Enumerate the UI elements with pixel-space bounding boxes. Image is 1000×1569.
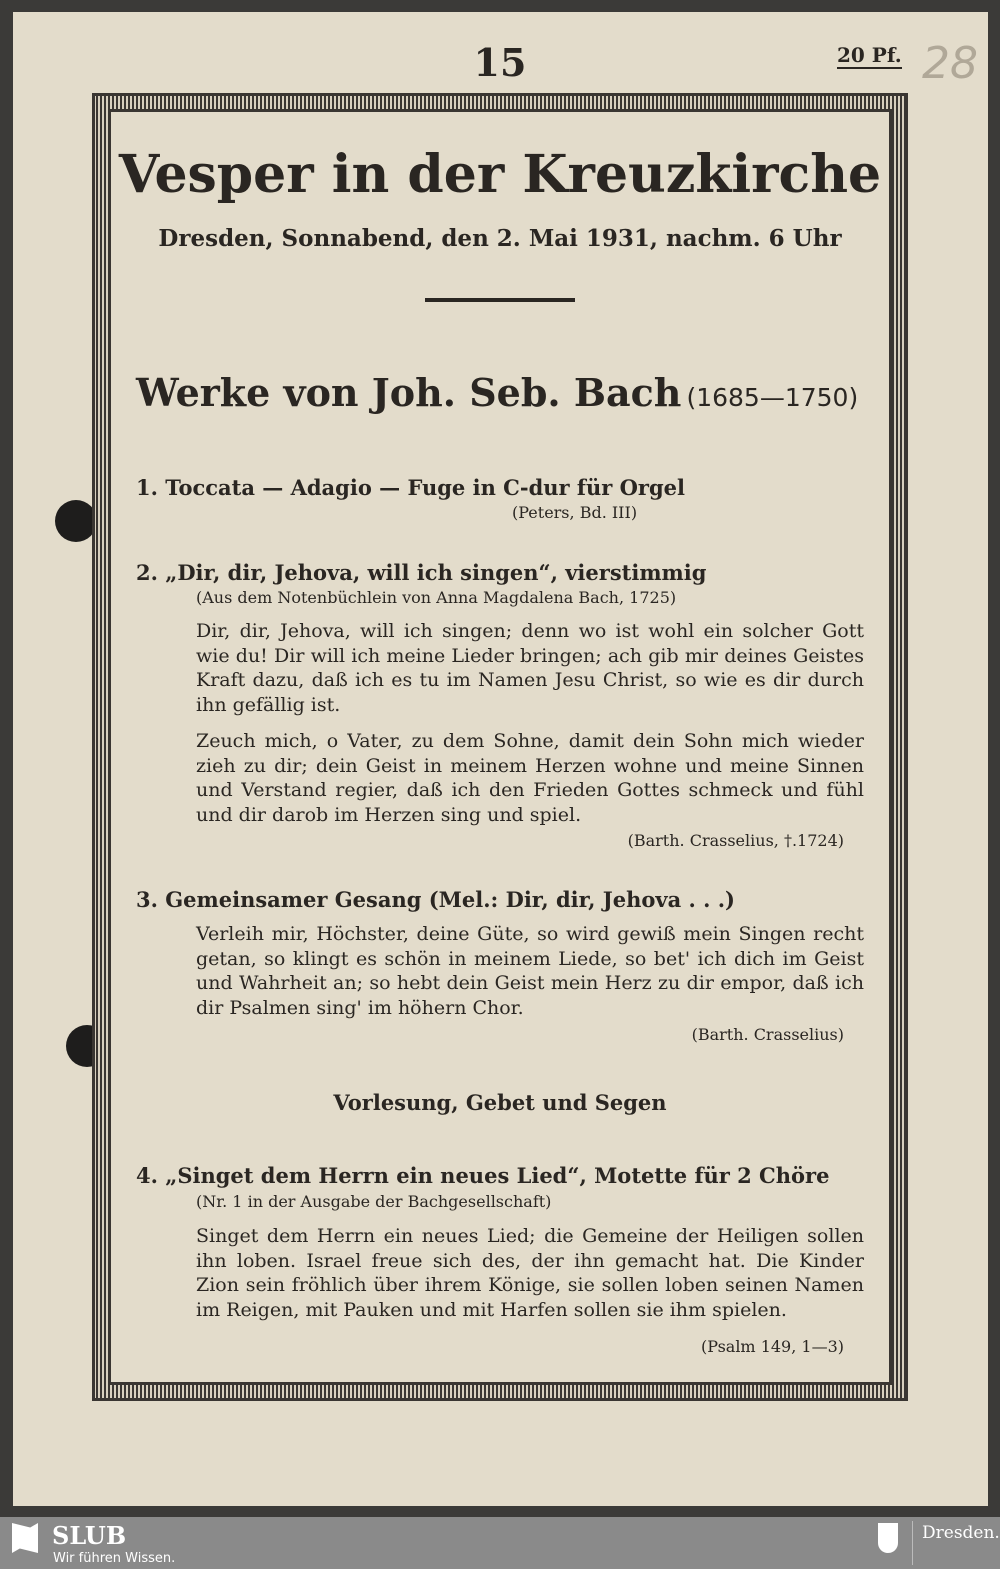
handwritten-number: 28 — [922, 38, 978, 89]
item-3-title: 3. Gemeinsamer Gesang (Mel.: Dir, dir, Jehova . . .) — [136, 887, 735, 912]
item-1-title: 1. Toccata — Adagio — Fuge in C-dur für Orgel — [136, 475, 685, 500]
item-3-verse: Verleih mir, Höchster, deine Güte, so wird gewiß mein Singen recht getan, so klingt es schön in meinem Liede, so bet' ich dich im Geist und Wahrheit an; so hebt dein Geist mein Herz zu dir empor, daß ich dir Psalmen sing' im höhern Chor. — [196, 923, 864, 1019]
divider — [425, 298, 575, 302]
book-logo-icon — [12, 1523, 38, 1553]
interlude: Vorlesung, Gebet und Segen — [333, 1090, 667, 1115]
slub-logo[interactable]: SLUB — [52, 1521, 127, 1550]
item-4-text: Singet dem Herrn ein neues Lied; die Gemeine der Heiligen sollen ihn loben. Israel freue sich des, der ihn gemacht hat. Die Kinder Zion sein fröhlich über ihrem Könige, sie sollen loben seinen Namen im Reigen, mit Pauken und mit Harfen sollen sie ihm spielen. — [196, 1225, 864, 1321]
item-2-verse-2: Zeuch mich, o Vater, zu dem Sohne, damit dein Sohn mich wieder zieh zu dir; dein Geist in meinem Herzen wohne und meine Sinnen und Verstand regier, daß ich den Frieden Gottes schmeck und fühl und dir darob im Herzen sing und spiel. — [196, 730, 864, 826]
works-years: (1685—1750) — [686, 383, 859, 412]
item-2-verse-1: Dir, dir, Jehova, will ich singen; denn wo ist wohl ein solcher Gott wie du! Dir will ich meine Lieder bringen; ach gib mir deines Geistes Kraft dazu, daß ich es tu im Namen Jesu Christ, so wie es dir durch ihn gefällig ist. — [196, 620, 864, 716]
item-3-author: (Barth. Crasselius) — [691, 1025, 844, 1044]
tagline: Wir führen Wissen. — [53, 1551, 176, 1566]
subtitle: Dresden, Sonnabend, den 2. Mai 1931, nachm. 6 Uhr — [158, 225, 842, 252]
item-2-author: (Barth. Crasselius, †.1724) — [627, 831, 844, 850]
item-4-title: 4. „Singet dem Herrn ein neues Lied“, Motette für 2 Chöre — [136, 1163, 830, 1188]
works-heading-text: Werke von Joh. Seb. Bach — [136, 370, 682, 415]
works-heading — [136, 370, 876, 415]
item-4-author: (Psalm 149, 1—3) — [700, 1337, 844, 1356]
item-2-title: 2. „Dir, dir, Jehova, will ich singen“, vierstimmig — [136, 560, 707, 585]
item-1-source: (Peters, Bd. III) — [512, 503, 638, 522]
dresden-logo[interactable]: Dresden. — [922, 1523, 1000, 1543]
document-title: Vesper in der Kreuzkirche — [118, 144, 882, 205]
page-number: 15 — [473, 40, 527, 85]
item-4-source: (Nr. 1 in der Ausgabe der Bachgesellschaft) — [196, 1192, 552, 1211]
item-2-source: (Aus dem Notenbüchlein von Anna Magdalena Bach, 1725) — [196, 588, 677, 607]
price: 20 Pf. — [837, 43, 902, 67]
footer-bar — [0, 1517, 1000, 1569]
punch-hole — [55, 500, 97, 542]
coat-of-arms-icon — [878, 1523, 898, 1553]
divider — [912, 1521, 913, 1565]
